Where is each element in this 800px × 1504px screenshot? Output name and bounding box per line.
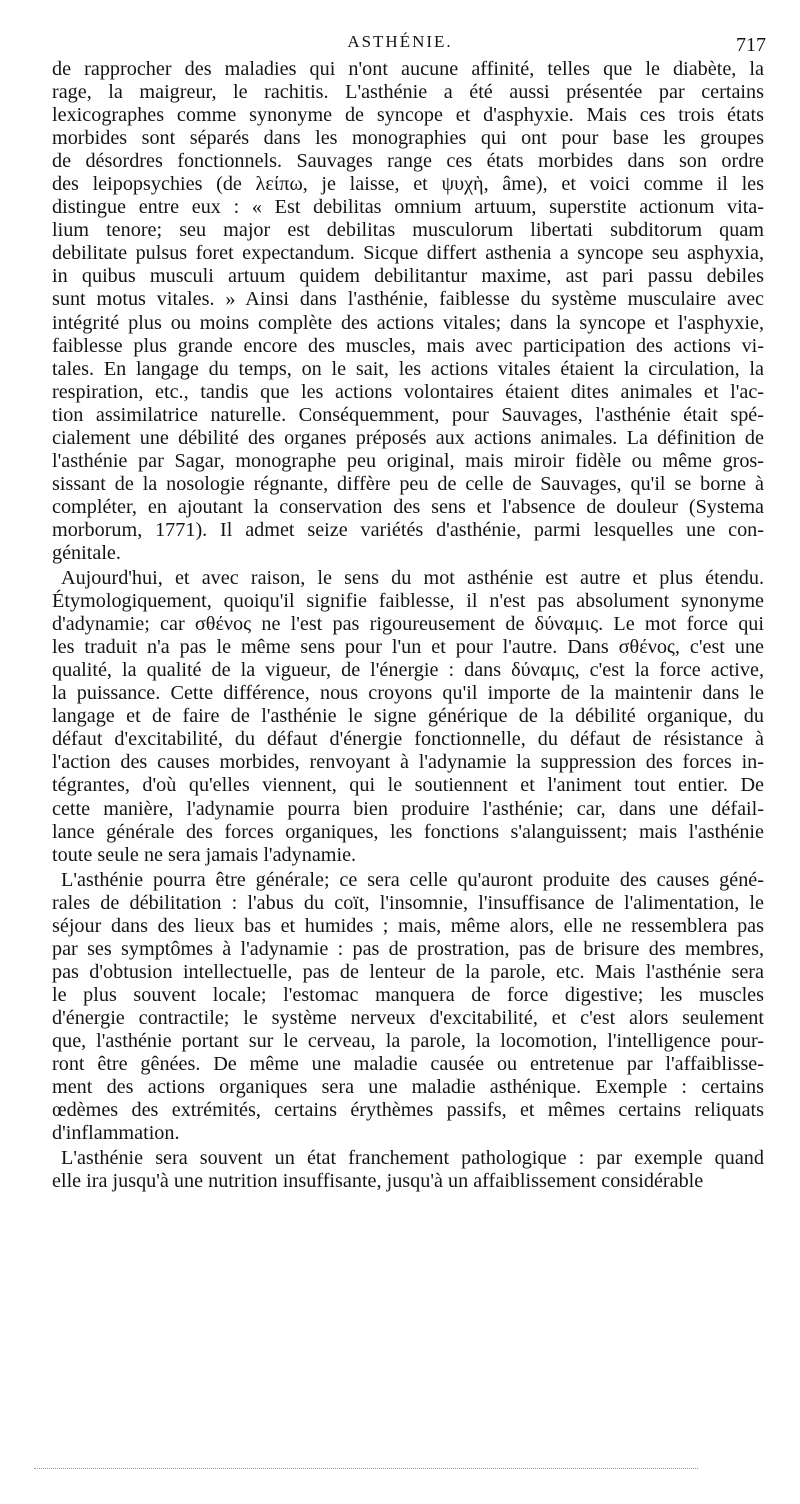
text-line: rage, la maigreur, le rachitis. L'asthénie a été aussi présentée par certains [52,81,764,104]
text-line: œdèmes des extrémités, certains érythèmes passifs, et mêmes certains reliquats [52,1099,764,1122]
text-line: elle ira jusqu'à une nutrition insuffisante, jusqu'à un affaiblissement considérable [52,1170,704,1193]
text-line: L'asthénie pourra être générale; ce sera celle qu'auront produite des causes géné- [61,868,764,891]
text-line: lium tenore; seu major est debilitas musculorum libertati subditorum quam [52,219,764,242]
text-line: lexicographes comme synonyme de syncope et d'asphyxie. Mais ces trois états [52,104,764,127]
text-line: des leipopsychies (de λείπω, je laisse, et ψυχὴ, âme), et voici comme il les [52,173,764,196]
text-line: lance générale des forces organiques, les fonctions s'alanguissent; mais l'asthénie [52,820,764,843]
text-line: d'énergie contractile; le système nerveux d'excitabilité, et c'est alors seulement [52,1006,764,1029]
paragraph [52,869,764,1146]
text-line: compléter, en ajoutant la conservation des sens et l'absence de douleur (Systema [52,495,764,518]
text-line: distingue entre eux : « Est debilitas omnium artuum, superstite actionum vita- [52,196,764,219]
text-line: tales. En langage du temps, on le sait, les actions vitales étaient la circulation, la [52,357,764,380]
text-line: intégrité plus ou moins complète des actions vitales; dans la syncope et l'asphyxie, [52,311,764,334]
text-line: qualité, la qualité de la vigueur, de l'énergie : dans δύναμις, c'est la force active, [52,659,764,682]
text-line: génitale. [52,541,121,564]
text-line: in quibus musculi artuum quidem debilitantur maxime, ast pari passu debiles [52,265,764,288]
text-line: ment des actions organiques sera une maladie asthénique. Exemple : certains [52,1076,764,1099]
text-line: l'asthénie par Sagar, monographe peu original, mais miroir fidèle ou même gros- [52,449,764,472]
page-number: 717 [736,34,766,56]
text-line: toute seule ne sera jamais l'adynamie. [52,843,357,866]
text-line: que, l'asthénie portant sur le cerveau, la parole, la locomotion, l'intelligence pour- [52,1029,764,1052]
text-line: ront être gênées. De même une maladie causée ou entretenue par l'affaiblisse- [52,1053,764,1076]
text-line: séjour dans des lieux bas et humides ; mais, même alors, elle ne ressemblera pas [52,914,764,937]
paragraph [52,58,764,565]
text-line: morborum, 1771). Il admet seize variétés d'asthénie, parmi lesquelles une con- [52,518,764,541]
text-line: Aujourd'hui, et avec raison, le sens du mot asthénie est autre et plus étendu. [61,567,764,590]
text-line: langage et de faire de l'asthénie le signe générique de la débilité organique, du [52,705,764,728]
text-line: rales de débilitation : l'abus du coït, l'insomnie, l'insuffisance de l'alimentation, le [52,891,764,914]
paragraph [52,567,764,867]
text-line: de désordres fonctionnels. Sauvages range ces états morbides dans son ordre [52,150,764,173]
text-line: L'asthénie sera souvent un état franchement pathologique : par exemple quand [61,1147,764,1170]
text-line: Étymologiquement, quoiqu'il signifie faiblesse, il n'est pas absolument synonyme [52,590,764,613]
text-line: l'action des causes morbides, renvoyant à l'adynamie la suppression des forces in- [52,751,764,774]
text-line: pas d'obtusion intellectuelle, pas de lenteur de la parole, etc. Mais l'asthénie sera [52,960,764,983]
text-line: cette manière, l'adynamie pourra bien produire l'asthénie; car, dans une défail- [52,797,764,820]
text-line: défaut d'excitabilité, du défaut d'énergie fonctionnelle, du défaut de résistance à [52,728,764,751]
text-line: de rapprocher des maladies qui n'ont aucune affinité, telles que le diabète, la [52,58,764,80]
text-line: cialement une débilité des organes préposés aux actions animales. La définition de [52,426,764,449]
running-head: ASTHÉNIE. [347,32,453,51]
text-line: tion assimilatrice naturelle. Conséquemment, pour Sauvages, l'asthénie était spé- [52,403,764,426]
text-line: sissant de la nosologie régnante, diffère peu de celle de Sauvages, qu'il se borne à [52,472,764,495]
text-line: respiration, etc., tandis que les actions volontaires étaient dites animales et l'ac- [52,380,764,403]
text-line: par ses symptômes à l'adynamie : pas de prostration, pas de brisure des membres, [52,937,764,960]
text-line: la puissance. Cette différence, nous croyons qu'il importe de la maintenir dans le [52,682,764,705]
text-line: les traduit n'a pas le même sens pour l'un et pour l'autre. Dans σθένος, c'est une [52,636,764,659]
paragraph [52,1147,764,1193]
text-line: tégrantes, d'où qu'elles viennent, qui le soutiennent et l'animent tout entier. De [52,774,764,797]
text-line: d'adynamie; car σθένος ne l'est pas rigoureusement de δύναμις. Le mot force qui [52,613,764,636]
text-line: d'inflammation. [52,1122,180,1145]
footer-rule [34,1468,698,1469]
text-line: morbides sont séparés dans les monographies qui ont pour base les groupes [52,127,764,150]
text-line: debilitate pulsus foret expectandum. Sicque differt asthenia a syncope seu asphyxia, [52,242,764,265]
page-header [0,28,800,56]
text-line: sunt motus vitales. » Ainsi dans l'asthénie, faiblesse du système musculaire avec [52,288,764,311]
text-line: le plus souvent locale; l'estomac manquera de force digestive; les muscles [52,983,764,1006]
body-text [52,58,764,1193]
text-line: faiblesse plus grande encore des muscles, mais avec participation des actions vi- [52,334,764,357]
